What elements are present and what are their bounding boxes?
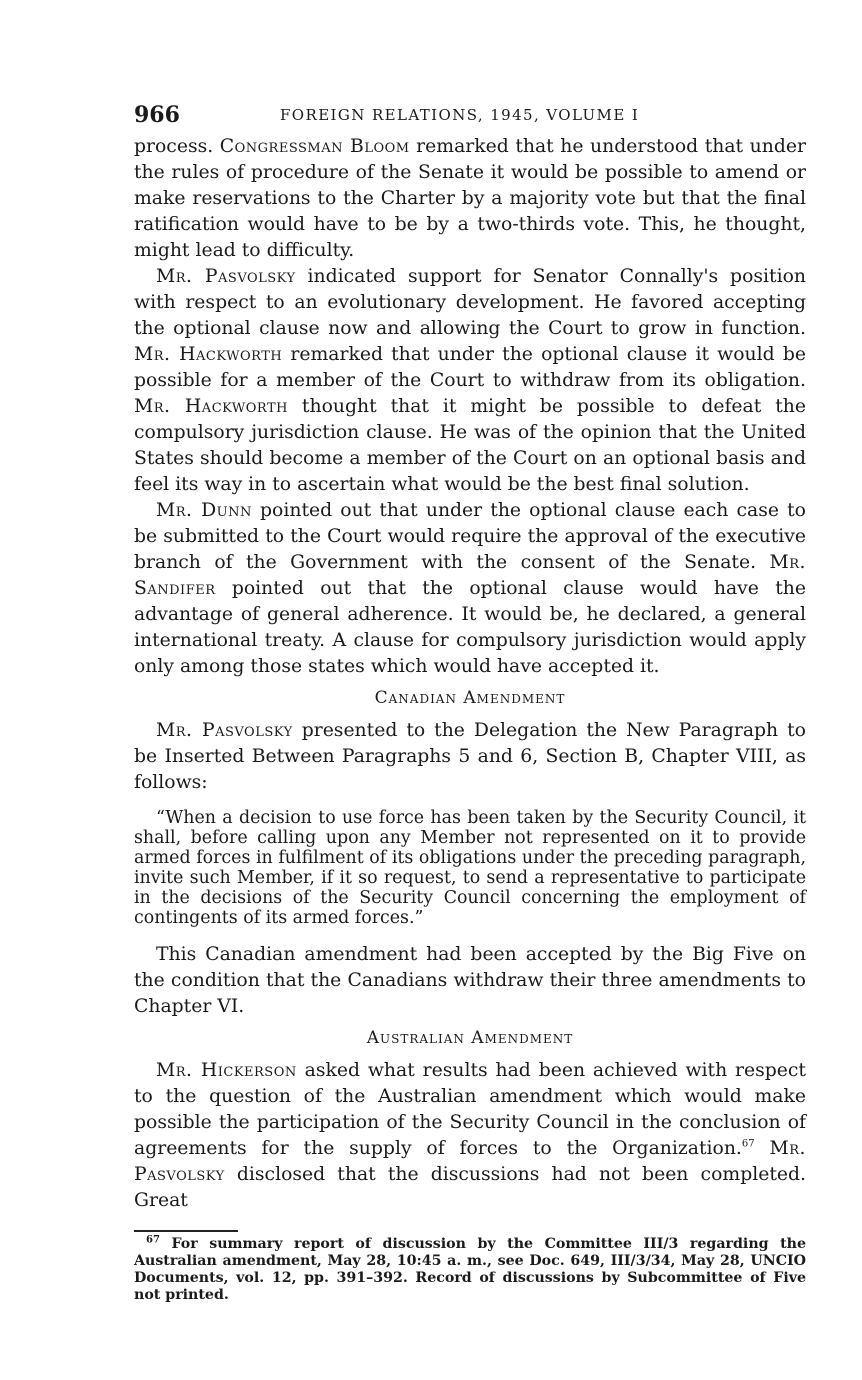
block-quote: “When a decision to use force has been taken by the Security Council, it shall, before calling upon any Member not represented on it to provide armed forces in fulfilment of its obligations under the preceding paragraph, invite such Member, if it so request, to send a representative to participate in the decisions of the Security Council concerning the employment of contingents of its armed forces.” [134, 808, 806, 928]
footnote-reference: 67 [741, 1138, 755, 1150]
footnote-divider [134, 1230, 238, 1232]
running-title: FOREIGN RELATIONS, 1945, VOLUME I [280, 106, 640, 124]
footnote [134, 1236, 806, 1304]
footnote-text: For summary report of discussion by the Committee III/3 regarding the Australian amendment, May 28, 10:45 a. m., see Doc. 649, III/3/34, May 28, UNCIO Documents, vol. 12, pp. 391–392. Record of discussions by Subcommittee of Five not printed. [134, 1236, 806, 1303]
speaker-name: Mr. Hackworth [134, 396, 288, 417]
paragraph-6-text-a: asked what results had been achieved with respect to the question of the Australian amendment which would make possible the participation of the Security Council in the conclusion of agreements for the supply of forces to the Organization. [134, 1060, 806, 1159]
speaker-name: Mr. Dunn [156, 500, 252, 521]
document-page [134, 98, 806, 1304]
paragraph-6-text-b: disclosed that the discussions had not been completed. Great [134, 1164, 806, 1211]
speaker-name: Mr. Sandifer [134, 552, 806, 599]
paragraph-2-text-a: indicated support for Senator Connally's position with respect to an evolutionary development. He favored accepting the optional clause now and allowing the Court to grow in function. [134, 266, 806, 339]
speaker-name: Congressman Bloom [219, 136, 410, 157]
body-text [134, 134, 806, 1214]
footnote-marker: 67 [146, 1234, 160, 1246]
running-head [134, 98, 806, 134]
paragraph-1-text-b: remarked that he understood that under the rules of procedure of the Senate it would be possible to amend or make reservations to the Charter by a majority vote but that the final ratification would have to be by a two-thirds vote. This, he thought, might lead to difficulty. [134, 136, 806, 261]
paragraph-6 [134, 1058, 806, 1214]
paragraph-1-text-a: process. [134, 136, 214, 157]
speaker-name: Mr. Hickerson [156, 1060, 297, 1081]
paragraph-2 [134, 264, 806, 498]
paragraph-3-text-b: pointed out that the optional clause would have the advantage of general adherence. It would be, he declared, a general international treaty. A clause for compulsory jurisdiction would apply only among those states which would have accepted it. [134, 578, 806, 677]
paragraph-3-text-a: pointed out that under the optional clause each case to be submitted to the Court would require the approval of the executive branch of the Government with the consent of the Senate. [134, 500, 806, 573]
paragraph-5: This Canadian amendment had been accepted by the Big Five on the condition that the Canadians withdraw their three amendments to Chapter VI. [134, 944, 806, 1017]
speaker-name: Mr. Pasvolsky [156, 266, 296, 287]
paragraph-2-text-b: remarked that under the optional clause it would be possible for a member of the Court to withdraw from its obligation. [134, 344, 806, 391]
speaker-name: Mr. Hackworth [134, 344, 283, 365]
section-heading-australian: Australian Amendment [366, 1028, 574, 1048]
speaker-name: Mr. Pasvolsky [156, 720, 293, 741]
paragraph-2-text-c: thought that it might be possible to defeat the compulsory jurisdiction clause. He was of the opinion that the United States should become a member of the Court on an optional basis and feel its way in to ascertain what would be the best final solution. [134, 396, 806, 495]
paragraph-4 [134, 718, 806, 796]
paragraph-3 [134, 498, 806, 680]
speaker-name: Mr. Pasvolsky [134, 1138, 806, 1185]
page-number: 966 [134, 102, 180, 128]
paragraph-1 [134, 134, 806, 264]
section-heading-canadian: Canadian Amendment [374, 688, 566, 708]
paragraph-4-text-a: presented to the Delegation the New Paragraph to be Inserted Between Paragraphs 5 and 6, Section B, Chapter VIII, as follows: [134, 720, 806, 793]
